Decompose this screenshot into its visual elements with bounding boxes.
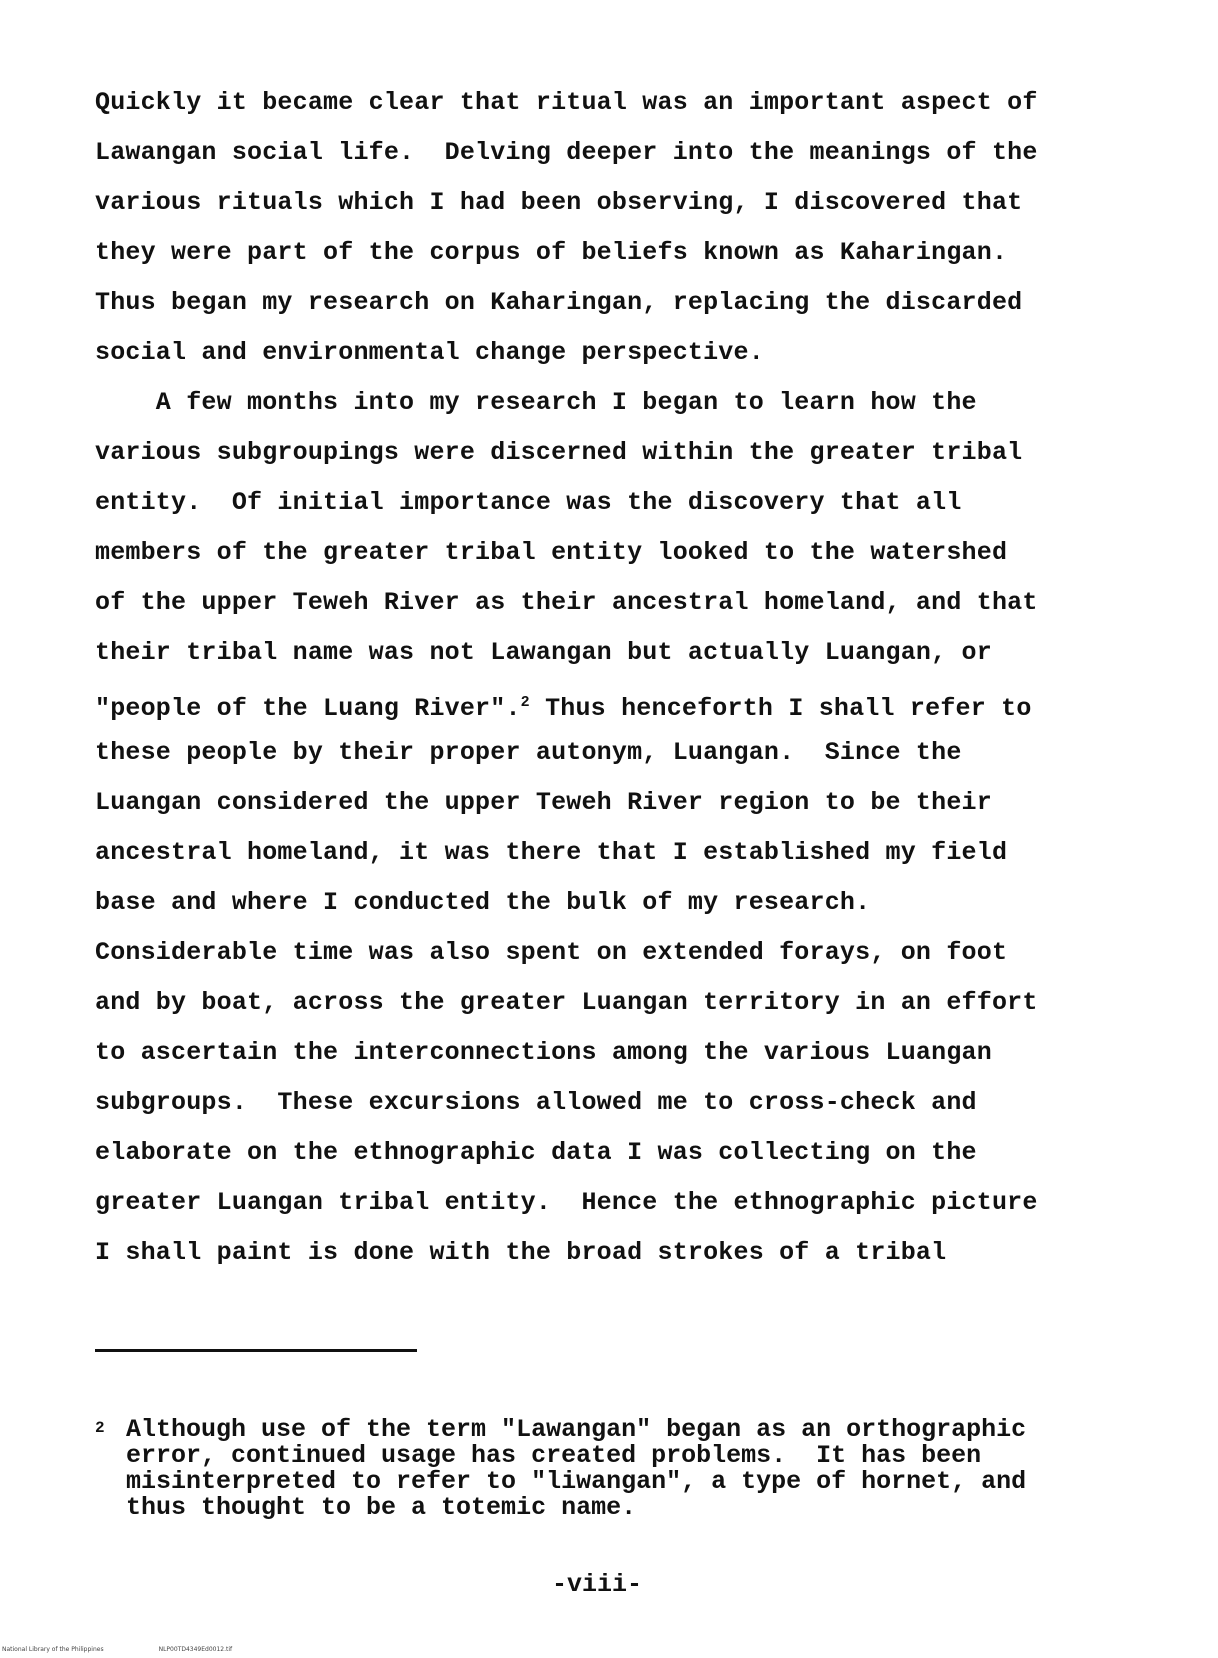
body-line: Thus began my research on Kaharingan, replacing the discarded <box>95 288 1023 317</box>
footnote-reference[interactable]: 2 <box>520 694 530 711</box>
body-line: base and where I conducted the bulk of my research. <box>95 888 871 917</box>
body-line: they were part of the corpus of beliefs known as Kaharingan. <box>95 238 1008 267</box>
footnote-line: misinterpreted to refer to "liwangan", a type of hornet, and <box>126 1467 1027 1496</box>
body-line: these people by their proper autonym, Luangan. Since the <box>95 738 962 767</box>
body-line: of the upper Teweh River as their ancestral homeland, and that <box>95 588 1038 617</box>
body-text: Thus henceforth I shall refer to <box>529 694 1032 723</box>
body-line: ancestral homeland, it was there that I established my field <box>95 838 1008 867</box>
body-line: members of the greater tribal entity looked to the watershed <box>95 538 1008 567</box>
body-line: I shall paint is done with the broad strokes of a tribal <box>95 1238 947 1267</box>
body-line-with-footnote-ref <box>95 688 1032 724</box>
footnote-separator <box>95 1349 417 1352</box>
page-number: -viii- <box>552 1570 643 1599</box>
body-line: elaborate on the ethnographic data I was collecting on the <box>95 1138 977 1167</box>
footnote-line: error, continued usage has created problems. It has been <box>126 1441 982 1470</box>
body-line: entity. Of initial importance was the discovery that all <box>95 488 962 517</box>
body-line: various rituals which I had been observing, I discovered that <box>95 188 1023 217</box>
body-line: Luangan considered the upper Teweh River region to be their <box>95 788 992 817</box>
body-line: Quickly it became clear that ritual was an important aspect of <box>95 88 1038 117</box>
body-line: their tribal name was not Lawangan but actually Luangan, or <box>95 638 992 667</box>
body-line: social and environmental change perspective. <box>95 338 764 367</box>
footnote-marker: 2 <box>95 1419 105 1437</box>
body-text: "people of the Luang River". <box>95 694 521 723</box>
body-line: to ascertain the interconnections among the various Luangan <box>95 1038 992 1067</box>
body-line: greater Luangan tribal entity. Hence the ethnographic picture <box>95 1188 1038 1217</box>
scan-footer <box>2 1646 287 1653</box>
body-line: various subgroupings were discerned within the greater tribal <box>95 438 1023 467</box>
body-line: Considerable time was also spent on extended forays, on foot <box>95 938 1008 967</box>
footnote-line: thus thought to be a totemic name. <box>126 1493 637 1522</box>
body-line: subgroups. These excursions allowed me to cross-check and <box>95 1088 977 1117</box>
scan-file-id: NLP00TD4349Ed0012.tif <box>158 1646 233 1653</box>
body-line: and by boat, across the greater Luangan territory in an effort <box>95 988 1038 1017</box>
footnote-line: Although use of the term "Lawangan" began as an orthographic <box>126 1415 1027 1444</box>
body-line: Lawangan social life. Delving deeper into the meanings of the <box>95 138 1038 167</box>
body-line: A few months into my research I began to learn how the <box>95 388 977 417</box>
scan-library-label: National Library of the Philippines <box>2 1646 104 1653</box>
